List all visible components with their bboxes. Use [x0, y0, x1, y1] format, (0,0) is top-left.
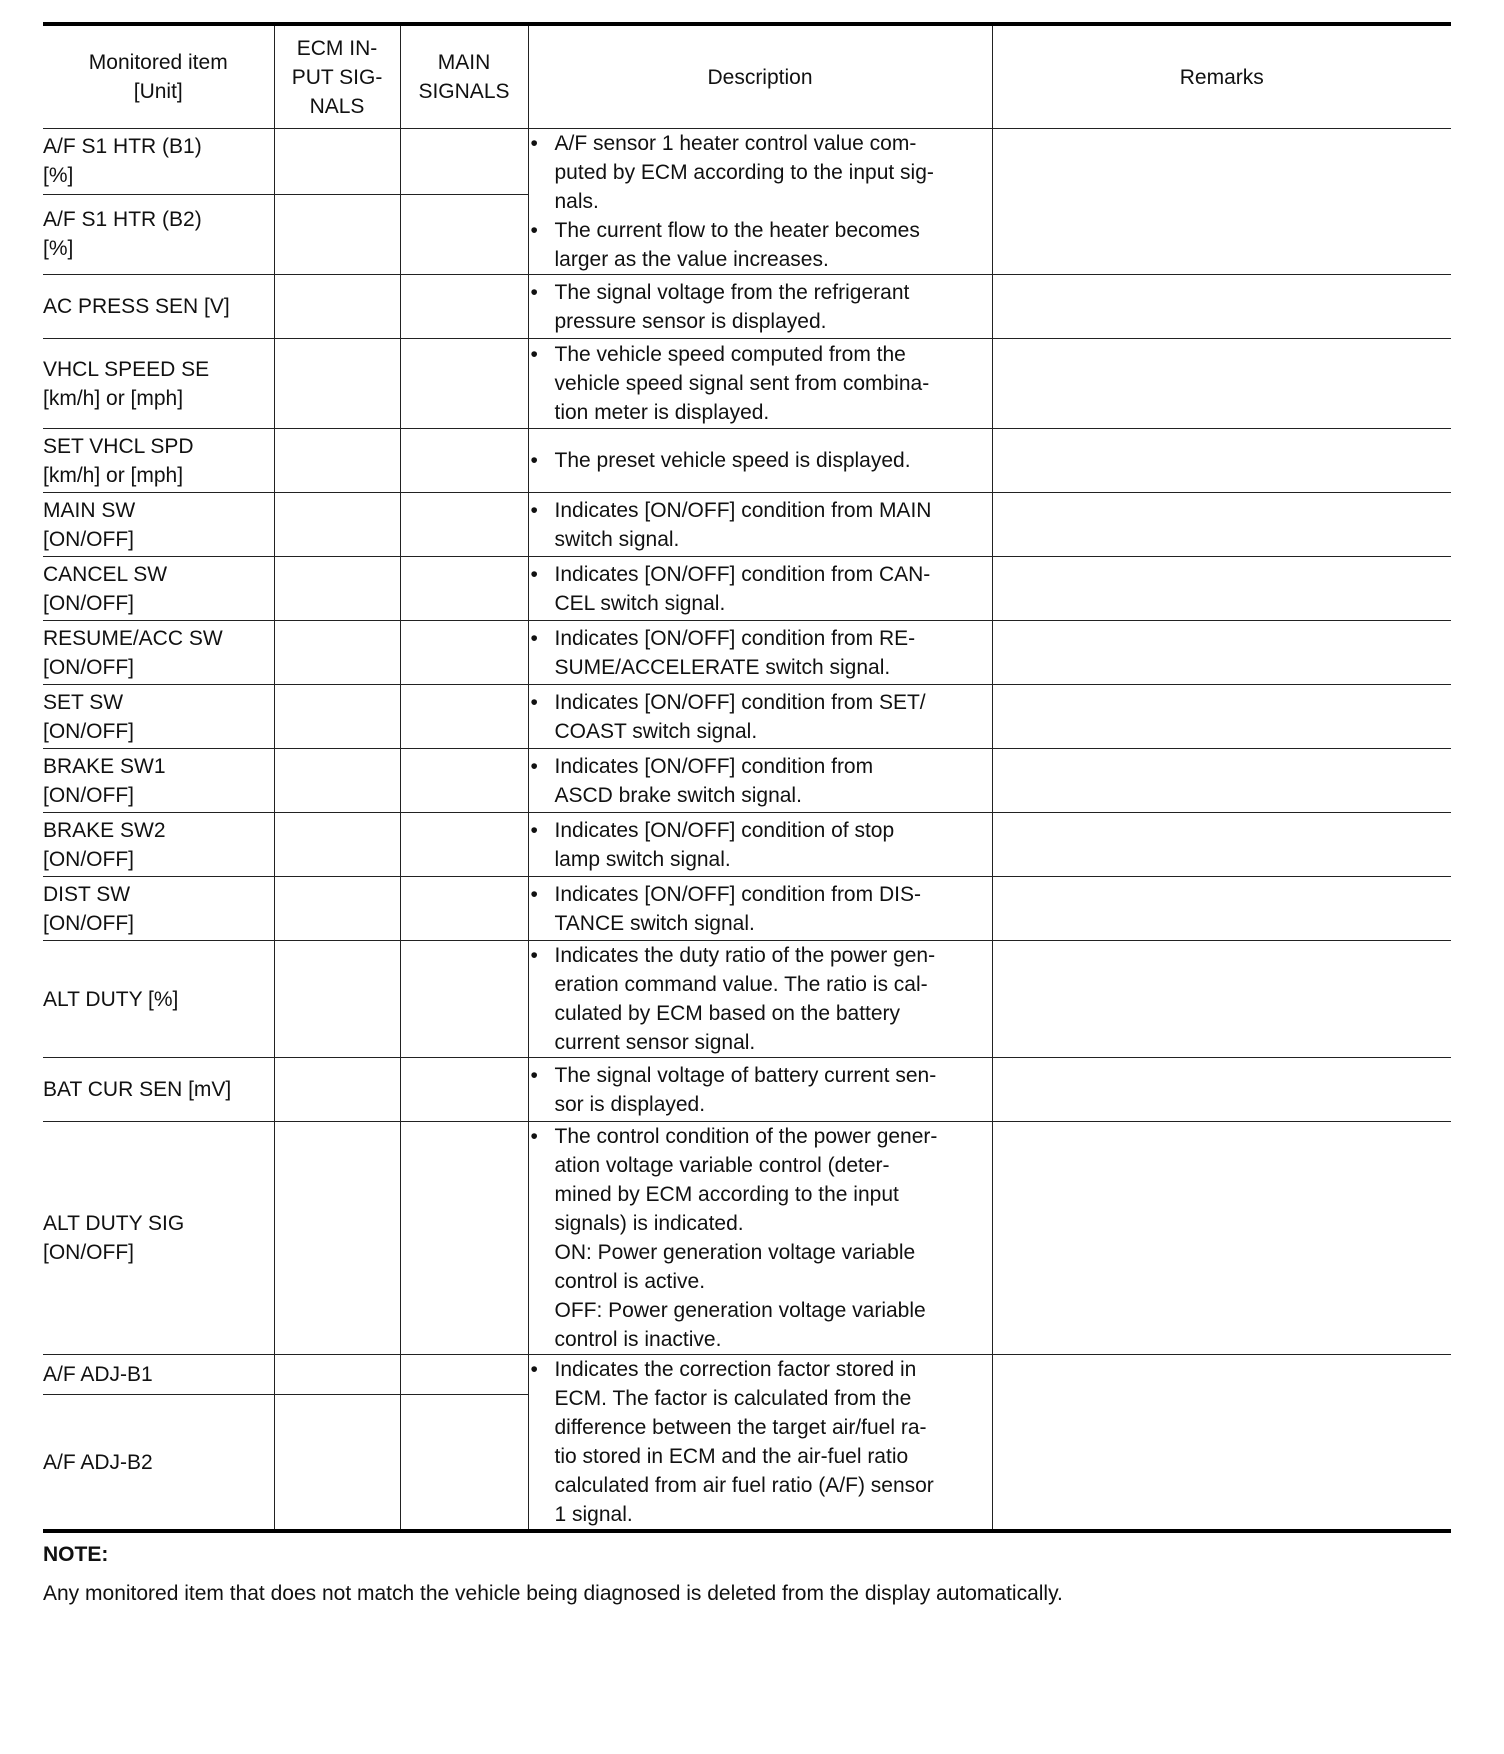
description-cell: [528, 749, 992, 813]
description-bullet: • Indicates [ON/OFF] condition from RE- SUME/ACCELERATE switch signal.: [529, 624, 992, 682]
monitored-item-cell: RESUME/ACC SW [ON/OFF]: [43, 621, 274, 685]
description-list: [529, 688, 992, 746]
main-signals-cell: [400, 1122, 528, 1355]
monitored-item-cell: AC PRESS SEN [V]: [43, 275, 274, 339]
document-page: [43, 22, 1451, 1608]
ecm-input-signals-cell: [274, 129, 400, 195]
header-remarks: Remarks: [992, 24, 1451, 129]
main-signals-cell: [400, 557, 528, 621]
ecm-input-signals-cell: [274, 877, 400, 941]
description-list: [529, 1355, 992, 1529]
description-bullet: • Indicates [ON/OFF] condition from MAIN switch signal.: [529, 496, 992, 554]
description-list: [529, 1061, 992, 1119]
ecm-input-signals-cell: [274, 557, 400, 621]
header-description: Description: [528, 24, 992, 129]
remarks-cell: [992, 813, 1451, 877]
description-cell: [528, 275, 992, 339]
description-bullet: • The current flow to the heater becomes larger as the value increases.: [529, 216, 992, 274]
main-signals-cell: [400, 275, 528, 339]
table-row: [43, 685, 1451, 749]
description-list: [529, 816, 992, 874]
description-bullet: • Indicates [ON/OFF] condition from ASCD brake switch signal.: [529, 752, 992, 810]
remarks-cell: [992, 1122, 1451, 1355]
main-signals-cell: [400, 749, 528, 813]
description-bullet: • The signal voltage from the refrigerant pressure sensor is displayed.: [529, 278, 992, 336]
header-ecm-input-signals: ECM IN- PUT SIG- NALS: [274, 24, 400, 129]
main-signals-cell: [400, 1355, 528, 1395]
table-header-row: [43, 24, 1451, 129]
main-signals-cell: [400, 339, 528, 429]
description-bullet: • The signal voltage of battery current sen- sor is displayed.: [529, 1061, 992, 1119]
table-row: [43, 749, 1451, 813]
monitored-item-cell: MAIN SW [ON/OFF]: [43, 493, 274, 557]
description-list: [529, 941, 992, 1057]
description-list: [529, 880, 992, 938]
description-cell: [528, 339, 992, 429]
description-cell: [528, 129, 992, 275]
table-row: [43, 1122, 1451, 1355]
table-row: [43, 129, 1451, 195]
description-list: [529, 496, 992, 554]
description-bullet: • Indicates [ON/OFF] condition from CAN- CEL switch signal.: [529, 560, 992, 618]
ecm-input-signals-cell: [274, 685, 400, 749]
remarks-cell: [992, 129, 1451, 275]
remarks-cell: [992, 621, 1451, 685]
ecm-input-signals-cell: [274, 813, 400, 877]
monitored-item-cell: A/F S1 HTR (B2) [%]: [43, 194, 274, 274]
description-cell: [528, 621, 992, 685]
table-row: [43, 813, 1451, 877]
ecm-input-signals-cell: [274, 621, 400, 685]
ecm-input-signals-cell: [274, 1395, 400, 1531]
description-list: [529, 278, 992, 336]
main-signals-cell: [400, 941, 528, 1058]
description-list: [529, 446, 992, 475]
description-bullet: • The vehicle speed computed from the vehicle speed signal sent from combina- tion meter is displayed.: [529, 340, 992, 427]
header-monitored-item: Monitored item [Unit]: [43, 24, 274, 129]
monitored-item-cell: ALT DUTY SIG [ON/OFF]: [43, 1122, 274, 1355]
remarks-cell: [992, 339, 1451, 429]
table-row: [43, 339, 1451, 429]
monitored-items-table: [43, 22, 1451, 1533]
main-signals-cell: [400, 621, 528, 685]
description-cell: [528, 493, 992, 557]
main-signals-cell: [400, 129, 528, 195]
main-signals-cell: [400, 813, 528, 877]
remarks-cell: [992, 877, 1451, 941]
ecm-input-signals-cell: [274, 749, 400, 813]
description-bullet: • The control condition of the power gener- ation voltage variable control (deter- mined by ECM according to the input signals) is indicated. ON: Power generation voltage variable control is active. OFF: Power generation voltage variable control is inactive.: [529, 1122, 992, 1354]
remarks-cell: [992, 685, 1451, 749]
remarks-cell: [992, 557, 1451, 621]
ecm-input-signals-cell: [274, 275, 400, 339]
monitored-item-cell: DIST SW [ON/OFF]: [43, 877, 274, 941]
table-row: [43, 877, 1451, 941]
table-row: [43, 275, 1451, 339]
remarks-cell: [992, 275, 1451, 339]
remarks-cell: [992, 1058, 1451, 1122]
header-main-signals: MAIN SIGNALS: [400, 24, 528, 129]
monitored-item-cell: SET SW [ON/OFF]: [43, 685, 274, 749]
table-body: [43, 129, 1451, 1532]
description-cell: [528, 1058, 992, 1122]
table-row: [43, 1058, 1451, 1122]
remarks-cell: [992, 1355, 1451, 1532]
description-list: [529, 560, 992, 618]
main-signals-cell: [400, 685, 528, 749]
note-section: [43, 1541, 1451, 1608]
table-row: [43, 941, 1451, 1058]
table-row: [43, 1355, 1451, 1395]
description-cell: [528, 557, 992, 621]
description-bullet: • Indicates the correction factor stored in ECM. The factor is calculated from the difference between the target air/fuel ra- tio stored in ECM and the air-fuel ratio calculated from air fuel ratio (A/F) sensor 1 signal.: [529, 1355, 992, 1529]
ecm-input-signals-cell: [274, 429, 400, 493]
note-title: NOTE:: [43, 1543, 109, 1566]
ecm-input-signals-cell: [274, 493, 400, 557]
description-cell: [528, 813, 992, 877]
monitored-item-cell: VHCL SPEED SE [km/h] or [mph]: [43, 339, 274, 429]
description-list: [529, 129, 992, 274]
monitored-item-cell: CANCEL SW [ON/OFF]: [43, 557, 274, 621]
description-bullet: • Indicates [ON/OFF] condition of stop lamp switch signal.: [529, 816, 992, 874]
main-signals-cell: [400, 1058, 528, 1122]
description-cell: [528, 429, 992, 493]
ecm-input-signals-cell: [274, 1122, 400, 1355]
remarks-cell: [992, 941, 1451, 1058]
monitored-item-cell: BRAKE SW2 [ON/OFF]: [43, 813, 274, 877]
monitored-item-cell: BAT CUR SEN [mV]: [43, 1058, 274, 1122]
description-bullet: • Indicates the duty ratio of the power gen- eration command value. The ratio is cal- culated by ECM based on the battery current sensor signal.: [529, 941, 992, 1057]
description-list: [529, 1122, 992, 1354]
description-bullet: • Indicates [ON/OFF] condition from SET/ COAST switch signal.: [529, 688, 992, 746]
remarks-cell: [992, 493, 1451, 557]
monitored-item-cell: BRAKE SW1 [ON/OFF]: [43, 749, 274, 813]
ecm-input-signals-cell: [274, 941, 400, 1058]
table-row: [43, 429, 1451, 493]
description-cell: [528, 877, 992, 941]
remarks-cell: [992, 429, 1451, 493]
description-cell: [528, 1122, 992, 1355]
description-bullet: • A/F sensor 1 heater control value com- puted by ECM according to the input sig- nals.: [529, 129, 992, 216]
description-list: [529, 752, 992, 810]
main-signals-cell: [400, 429, 528, 493]
main-signals-cell: [400, 877, 528, 941]
description-list: [529, 624, 992, 682]
table-row: [43, 621, 1451, 685]
description-cell: [528, 941, 992, 1058]
description-bullet: • The preset vehicle speed is displayed.: [529, 446, 992, 475]
description-bullet: • Indicates [ON/OFF] condition from DIS- TANCE switch signal.: [529, 880, 992, 938]
ecm-input-signals-cell: [274, 1355, 400, 1395]
monitored-item-cell: SET VHCL SPD [km/h] or [mph]: [43, 429, 274, 493]
monitored-item-cell: A/F ADJ-B1: [43, 1355, 274, 1395]
table-row: [43, 493, 1451, 557]
description-cell: [528, 1355, 992, 1532]
monitored-item-cell: A/F S1 HTR (B1) [%]: [43, 129, 274, 195]
ecm-input-signals-cell: [274, 1058, 400, 1122]
remarks-cell: [992, 749, 1451, 813]
ecm-input-signals-cell: [274, 194, 400, 274]
table-row: [43, 557, 1451, 621]
main-signals-cell: [400, 493, 528, 557]
description-cell: [528, 685, 992, 749]
monitored-item-cell: A/F ADJ-B2: [43, 1395, 274, 1531]
main-signals-cell: [400, 1395, 528, 1531]
main-signals-cell: [400, 194, 528, 274]
ecm-input-signals-cell: [274, 339, 400, 429]
note-text: Any monitored item that does not match the vehicle being diagnosed is deleted from the display automatically.: [43, 1582, 1063, 1605]
monitored-item-cell: ALT DUTY [%]: [43, 941, 274, 1058]
description-list: [529, 340, 992, 427]
